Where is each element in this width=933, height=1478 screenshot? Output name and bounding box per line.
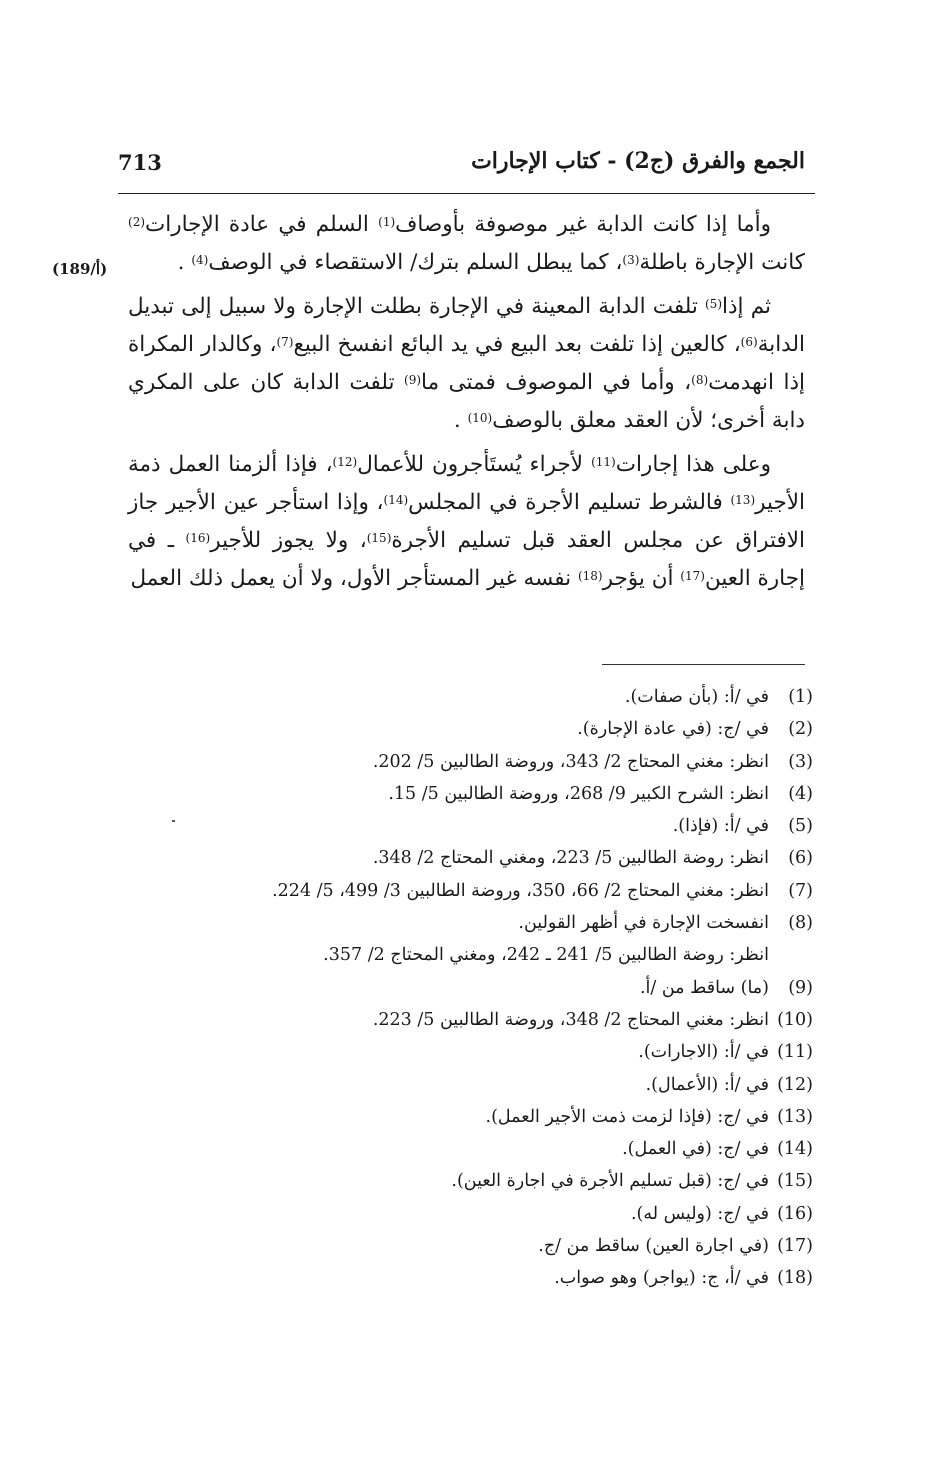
footnote-text: انظر: مغني المحتاج 2/ 343، وروضة الطالبين 5/ 202.: [372, 751, 769, 772]
text-run: ، كما يبطل السلم بترك/ الاستقصاء في الوصف: [208, 250, 623, 275]
footnote-number: (11): [777, 1042, 813, 1063]
text-run: تلفت الدابة المعينة في الإجارة بطلت الإجارة ولا سبيل إلى تبديل الدابة: [128, 294, 805, 357]
text-run: .: [177, 250, 192, 275]
footnote-item: [170, 842, 813, 874]
footnote-marker[interactable]: (1): [378, 215, 396, 229]
footnote-text: في /أ: (الأعمال).: [645, 1074, 769, 1095]
text-run: وأما إذا كانت الدابة غير موصوفة بأوصاف: [395, 212, 771, 237]
footnote-item: [170, 1004, 813, 1036]
footnote-item: [170, 1069, 813, 1101]
footnote-number: (1): [788, 687, 813, 707]
text-run: تلفت الدابة كان على المكري دابة أخرى؛ لأن العقد معلق بالوصف: [128, 370, 805, 433]
footnote-number: (15): [777, 1171, 813, 1192]
footnote-item: [170, 778, 813, 810]
text-run: .: [453, 408, 468, 433]
footnote-marker[interactable]: (16): [185, 531, 211, 545]
footnote-marker[interactable]: (18): [577, 569, 603, 583]
footnote-marker[interactable]: (17): [680, 569, 705, 583]
footnote-item: [170, 810, 813, 842]
footnote-number: (18): [777, 1268, 813, 1289]
footnote-marker[interactable]: (9): [404, 373, 422, 387]
footnote-text: في /أ: (فإذا).: [672, 816, 769, 837]
footnote-item: [170, 875, 813, 907]
text-run: كانت الإجارة باطلة: [639, 250, 805, 275]
running-title: الجمع والفرق (ج2) - كتاب الإجارات: [471, 148, 805, 174]
footnote-number: (6): [788, 848, 813, 869]
footnote-item: [170, 1133, 813, 1165]
footnote-item: [170, 1036, 813, 1068]
footnote-text: في /ج: (في عادة الإجارة).: [577, 719, 769, 740]
footnote-number: (9): [788, 977, 813, 998]
footnote-text: في /أ: (بأن صفات).: [624, 687, 769, 707]
footnote-marker[interactable]: (10): [467, 411, 493, 425]
footnote-text: في /أ، ج: (يواجر) وهو صواب.: [554, 1268, 769, 1289]
footnote-text: (في اجارة العين) ساقط من /ج.: [538, 1236, 769, 1257]
footnote-marker[interactable]: (13): [730, 493, 756, 507]
footnote-item: [170, 1262, 813, 1294]
footnote-text: في /ج: (فإذا لزمت ذمت الأجير العمل).: [485, 1106, 769, 1127]
margin-manuscript-ref: (189/أ): [52, 260, 108, 278]
footnote-text: في /ج: (وليس له).: [630, 1203, 769, 1224]
footnote-marker[interactable]: (12): [332, 455, 358, 469]
footnote-item: [170, 972, 813, 1004]
footnote-number: (13): [777, 1106, 813, 1127]
footnote-number: (10): [777, 1009, 813, 1030]
footnotes: [170, 681, 813, 1295]
footnote-text: في /أ: (الاجارات).: [638, 1042, 769, 1063]
footnote-marker[interactable]: (7): [276, 335, 294, 349]
footnote-text: انظر: روضة الطالبين 5/ 241 ـ 242، ومغني المحتاج 2/ 357.: [323, 945, 769, 966]
footnote-number: (2): [788, 719, 813, 740]
footnote-number: (12): [777, 1074, 813, 1095]
paragraph-1: [128, 206, 805, 282]
footnote-item: [170, 713, 813, 745]
text-run: ـ في إجارة العين: [128, 528, 805, 591]
footnote-number: (14): [777, 1139, 813, 1160]
footnote-marker[interactable]: (4): [191, 253, 209, 267]
footnote-text: انظر: الشرح الكبير 9/ 268، وروضة الطالبين 5/ 15.: [388, 783, 769, 804]
footnote-text: انفسخت الإجارة في أظهر القولين.: [518, 913, 769, 934]
footnote-item: [170, 681, 813, 713]
footnote-marker[interactable]: (8): [691, 373, 709, 387]
footnote-marker[interactable]: (11): [591, 455, 616, 469]
text-run: ، وأما في الموصوف فمتى ما: [421, 370, 692, 395]
header-rule: [118, 193, 815, 194]
footnote-number: (4): [788, 783, 813, 804]
text-run: ثم إذا: [722, 294, 771, 319]
page-number: 713: [118, 150, 162, 175]
text-run: فالشرط تسليم الأجرة في المجلس: [408, 490, 731, 515]
footnote-number: (8): [788, 913, 813, 934]
paragraph-3: [128, 446, 805, 598]
footnote-marker[interactable]: (15): [366, 531, 392, 545]
footnote-marker[interactable]: (3): [622, 253, 640, 267]
text-run: ، وكالدار المكراة إذا انهدمت: [128, 332, 806, 395]
footnote-item: [170, 1230, 813, 1262]
footnote-marker[interactable]: (14): [383, 493, 409, 507]
text-run: ، وإذا استأجر عين الأجير جاز الافتراق عن مجلس العقد قبل تسليم الأجرة: [128, 490, 805, 553]
footnote-item: [170, 1165, 813, 1197]
footnote-item: [170, 907, 813, 939]
footnote-text: (ما) ساقط من /أ.: [639, 977, 769, 998]
footnote-marker[interactable]: (6): [740, 335, 758, 349]
text-run: لأجراء يُستَأجرون للأعمال: [357, 452, 592, 477]
footnote-marker[interactable]: (2): [128, 215, 146, 229]
text-run: وعلى هذا إجارات: [615, 452, 771, 477]
text-run: ، كالعين إذا تلفت بعد البيع في يد البائع انفسخ البيع: [293, 332, 741, 357]
text-run: نفسه غير المستأجر الأول، ولا أن يعمل ذلك العمل: [130, 566, 578, 591]
paragraph-2: [128, 288, 805, 440]
text-run: أن يؤجر: [602, 566, 681, 591]
footnote-marker[interactable]: (5): [704, 297, 722, 311]
footnote-text: في /ج: (قبل تسليم الأجرة في اجارة العين).: [451, 1171, 769, 1192]
footnote-number: (7): [788, 880, 813, 901]
text-run: ، ولا يجوز للأجير: [210, 528, 367, 553]
footnote-item: [170, 1101, 813, 1133]
footnote-number: (16): [777, 1203, 813, 1224]
footnote-separator: [602, 664, 805, 665]
footnote-number: (3): [788, 751, 813, 772]
footnote-text: انظر: روضة الطالبين 5/ 223، ومغني المحتاج 2/ 348.: [372, 848, 769, 869]
text-run: السلم في عادة الإجارات: [145, 212, 379, 237]
footnote-text: في /ج: (في العمل).: [622, 1139, 769, 1160]
footnote-text: انظر: مغني المحتاج 2/ 66، 350، وروضة الطالبين 3/ 499، 5/ 224.: [272, 880, 769, 901]
footnote-item: [170, 939, 813, 971]
footnote-item: [170, 1198, 813, 1230]
footnote-text: انظر: مغني المحتاج 2/ 348، وروضة الطالبين 5/ 223.: [372, 1009, 769, 1030]
footnote-number: (5): [788, 816, 813, 837]
body-text: [128, 206, 805, 598]
text-run: ، فإذا ألزمنا العمل ذمة الأجير: [128, 452, 806, 515]
footnote-number: (17): [777, 1236, 813, 1257]
footnote-item: [170, 746, 813, 778]
